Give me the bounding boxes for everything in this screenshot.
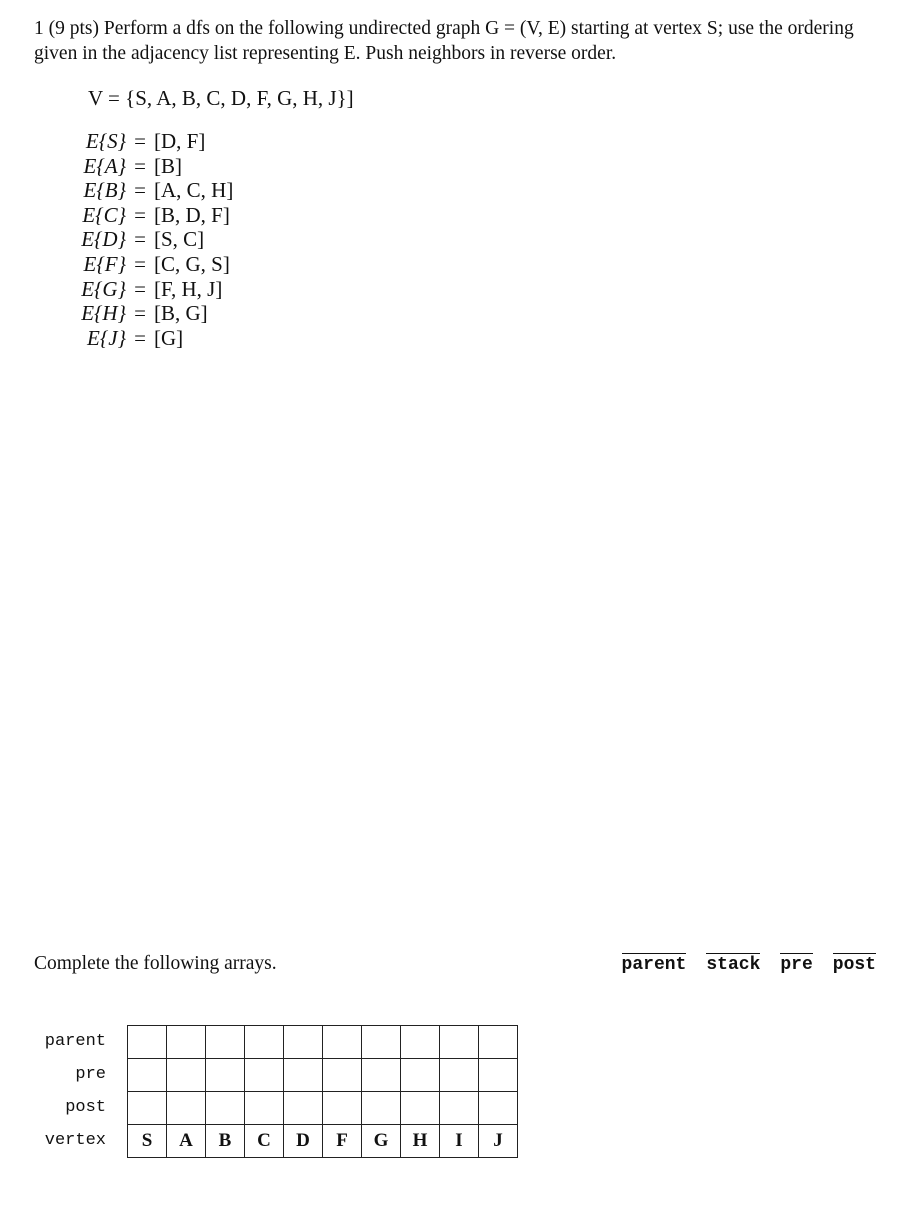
adjacency-value: [B, G] [154, 301, 208, 326]
parent-cell[interactable] [128, 1026, 167, 1059]
legend-parent: parent [621, 955, 687, 975]
adjacency-key: E{H} [81, 301, 126, 326]
pre-cell[interactable] [245, 1059, 284, 1092]
vertex-row [128, 1125, 518, 1158]
equals-sign: = [134, 202, 146, 227]
equals-sign: = [134, 325, 146, 350]
parent-cell[interactable] [479, 1026, 518, 1059]
post-cell[interactable] [323, 1092, 362, 1125]
adjacency-value: [B] [154, 153, 182, 178]
pre-cell[interactable] [206, 1059, 245, 1092]
legend-pre: pre [780, 955, 813, 975]
arrays-prompt: Complete the following arrays. [34, 953, 277, 974]
vertex-cell: S [128, 1125, 167, 1158]
equals-sign: = [134, 129, 146, 153]
adjacency-key: E{S} [85, 129, 126, 153]
pre-cell[interactable] [128, 1059, 167, 1092]
post-cell[interactable] [479, 1092, 518, 1125]
adjacency-row [44, 252, 233, 277]
vertex-cell: D [284, 1125, 323, 1158]
post-cell[interactable] [128, 1092, 167, 1125]
post-cell[interactable] [284, 1092, 323, 1125]
vertex-cell: I [440, 1125, 479, 1158]
row-label-vertex: vertex [44, 1131, 106, 1150]
equals-sign: = [134, 227, 146, 252]
post-cell[interactable] [245, 1092, 284, 1125]
pre-cell[interactable] [323, 1059, 362, 1092]
row-label-parent: parent [44, 1032, 106, 1051]
parent-cell[interactable] [362, 1026, 401, 1059]
array-legend [622, 953, 876, 975]
post-cell[interactable] [167, 1092, 206, 1125]
adjacency-value: [B, D, F] [154, 202, 230, 227]
adjacency-value: [G] [154, 325, 184, 350]
row-label-pre: pre [75, 1065, 106, 1084]
pre-cell[interactable] [401, 1059, 440, 1092]
pre-cell[interactable] [440, 1059, 479, 1092]
pre-cell[interactable] [167, 1059, 206, 1092]
parent-cell[interactable] [206, 1026, 245, 1059]
adjacency-row [44, 277, 233, 302]
legend-post: post [832, 955, 876, 975]
pre-row [128, 1059, 518, 1092]
post-cell[interactable] [362, 1092, 401, 1125]
post-cell[interactable] [440, 1092, 479, 1125]
pre-cell[interactable] [479, 1059, 518, 1092]
row-label-post: post [65, 1098, 106, 1117]
adjacency-row [44, 178, 233, 203]
parent-cell[interactable] [167, 1026, 206, 1059]
adjacency-key: E{B} [83, 178, 126, 203]
vertex-cell: H [401, 1125, 440, 1158]
array-row-labels [30, 1025, 106, 1157]
adjacency-row [44, 326, 233, 351]
parent-cell[interactable] [284, 1026, 323, 1059]
adjacency-key: E{F} [83, 251, 126, 276]
pre-cell[interactable] [284, 1059, 323, 1092]
vertex-cell: A [167, 1125, 206, 1158]
adjacency-key: E{G} [81, 276, 126, 301]
parent-cell[interactable] [323, 1026, 362, 1059]
adjacency-row [44, 301, 233, 326]
adjacency-row [44, 227, 233, 252]
vertex-cell: G [362, 1125, 401, 1158]
parent-cell[interactable] [245, 1026, 284, 1059]
equals-sign: = [134, 178, 146, 203]
adjacency-value: [C, G, S] [154, 251, 230, 276]
adjacency-value: [A, C, H] [154, 178, 234, 203]
problem-statement: 1 (9 pts) Perform a dfs on the following undirected graph G = (V, E) starting at vertex S; use the ordering given in the adjacency list representing E. Push neighbors in reverse order. [34, 18, 854, 64]
adjacency-row [44, 203, 233, 228]
vertex-set: V = {S, A, B, C, D, F, G, H, J}] [88, 86, 354, 110]
equals-sign: = [134, 153, 146, 178]
parent-cell[interactable] [440, 1026, 479, 1059]
parent-row [128, 1026, 518, 1059]
equals-sign: = [134, 251, 146, 276]
adjacency-key: E{C} [82, 202, 126, 227]
parent-cell[interactable] [401, 1026, 440, 1059]
post-cell[interactable] [401, 1092, 440, 1125]
pre-cell[interactable] [362, 1059, 401, 1092]
adjacency-list [44, 129, 233, 350]
adjacency-row [44, 154, 233, 179]
adjacency-row [44, 129, 233, 154]
vertex-cell: J [479, 1125, 518, 1158]
post-cell[interactable] [206, 1092, 245, 1125]
vertex-cell: C [245, 1125, 284, 1158]
vertex-cell: F [323, 1125, 362, 1158]
adjacency-value: [F, H, J] [154, 276, 223, 301]
adjacency-key: E{A} [83, 153, 126, 178]
adjacency-value: [S, C] [154, 227, 205, 252]
legend-stack: stack [706, 955, 761, 975]
adjacency-value: [D, F] [154, 129, 206, 153]
equals-sign: = [134, 276, 146, 301]
adjacency-key: E{J} [87, 325, 126, 350]
vertex-cell: B [206, 1125, 245, 1158]
equals-sign: = [134, 301, 146, 326]
post-row [128, 1092, 518, 1125]
arrays-table [127, 1025, 518, 1158]
adjacency-key: E{D} [81, 227, 126, 252]
